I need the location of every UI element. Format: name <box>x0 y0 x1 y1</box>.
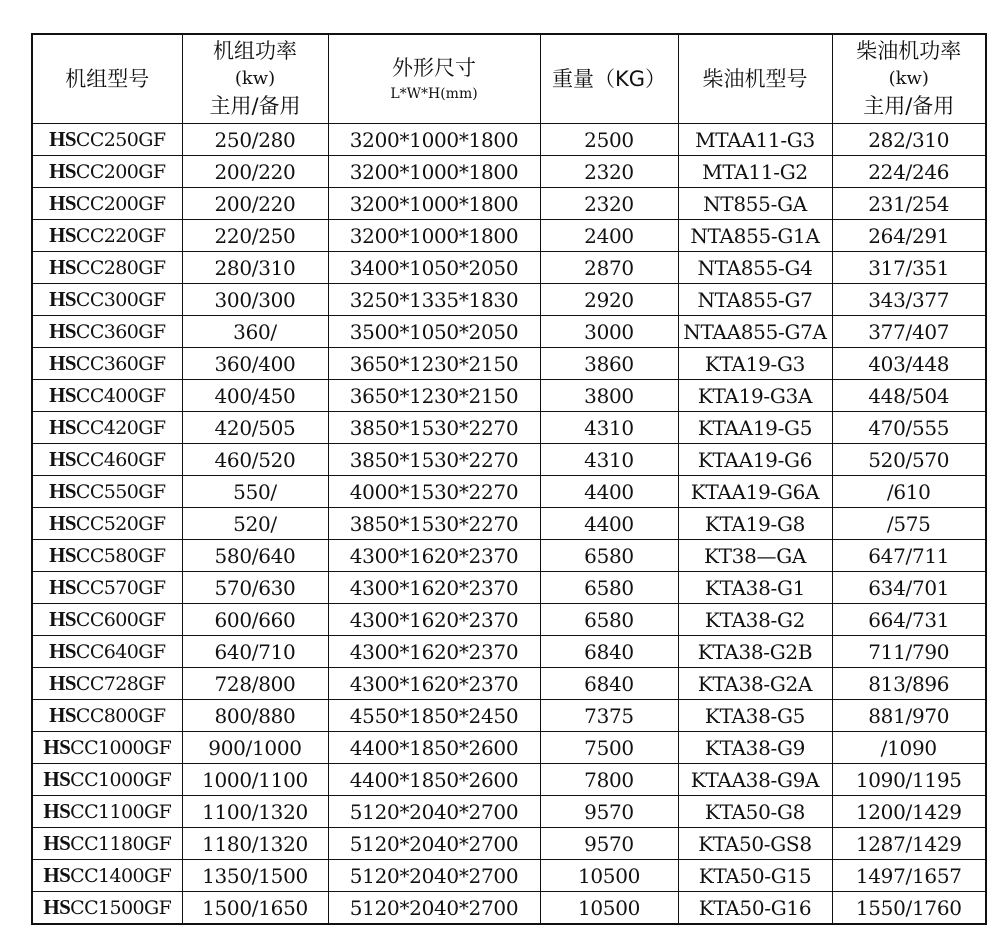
cell-unit-model <box>32 764 182 796</box>
header-unit-model <box>32 34 182 124</box>
model-prefix: HS <box>49 575 76 599</box>
cell-engine-model: KTA38-G2 <box>678 604 832 636</box>
cell-unit-model <box>32 860 182 892</box>
cell-weight: 10500 <box>540 860 678 892</box>
cell-engine-power: 224/246 <box>832 156 986 188</box>
cell-weight: 6840 <box>540 636 678 668</box>
cell-engine-model: NTA855-G1A <box>678 220 832 252</box>
table-body <box>32 124 986 925</box>
cell-weight: 10500 <box>540 892 678 925</box>
cell-unit-model <box>32 732 182 764</box>
model-prefix: HS <box>43 831 71 855</box>
cell-engine-power: 264/291 <box>832 220 986 252</box>
model-code: CC200GF <box>75 161 166 183</box>
model-prefix: HS <box>43 863 71 887</box>
cell-unit-power: 1500/1650 <box>182 892 328 925</box>
cell-unit-power: 1180/1320 <box>182 828 328 860</box>
header-engine-power-unit: (kw) <box>888 68 929 89</box>
model-prefix: HS <box>49 287 76 311</box>
cell-unit-power: 400/450 <box>182 380 328 412</box>
cell-unit-model <box>32 316 182 348</box>
cell-engine-power: 231/254 <box>832 188 986 220</box>
table-row <box>32 412 986 444</box>
cell-unit-model <box>32 540 182 572</box>
cell-engine-model: NTA855-G4 <box>678 252 832 284</box>
cell-unit-power: 200/220 <box>182 156 328 188</box>
cell-engine-model: KTAA19-G6 <box>678 444 832 476</box>
header-row <box>32 34 986 124</box>
table-row <box>32 668 986 700</box>
cell-unit-power: 900/1000 <box>182 732 328 764</box>
cell-dimensions: 3400*1050*2050 <box>328 252 540 284</box>
header-engine-model-label: 柴油机型号 <box>702 66 808 91</box>
cell-engine-power: 1287/1429 <box>832 828 986 860</box>
model-code: CC1100GF <box>70 801 172 823</box>
model-code: CC220GF <box>75 225 166 247</box>
cell-engine-model: KTA50-GS8 <box>678 828 832 860</box>
cell-engine-model: NT855-GA <box>678 188 832 220</box>
cell-engine-model: KTA38-G1 <box>678 572 832 604</box>
model-prefix: HS <box>49 639 76 663</box>
cell-engine-model: KTA50-G8 <box>678 796 832 828</box>
cell-weight: 4400 <box>540 476 678 508</box>
cell-dimensions: 3500*1050*2050 <box>328 316 540 348</box>
cell-engine-model: KTA38-G9 <box>678 732 832 764</box>
model-prefix: HS <box>49 703 76 727</box>
cell-unit-power: 460/520 <box>182 444 328 476</box>
header-unit-power-mode: 主用/备用 <box>209 94 301 118</box>
model-code: CC400GF <box>75 385 166 407</box>
header-weight <box>540 34 678 124</box>
cell-weight: 6840 <box>540 668 678 700</box>
cell-engine-model: KTAA19-G5 <box>678 412 832 444</box>
cell-unit-power: 728/800 <box>182 668 328 700</box>
table-row <box>32 380 986 412</box>
cell-dimensions: 3650*1230*2150 <box>328 380 540 412</box>
table-row <box>32 476 986 508</box>
header-weight-label: 重量（KG） <box>551 66 667 91</box>
cell-engine-model: NTA855-G7 <box>678 284 832 316</box>
cell-engine-power: 1550/1760 <box>832 892 986 925</box>
header-dimensions-label: 外形尺寸 <box>392 55 476 80</box>
cell-unit-power: 570/630 <box>182 572 328 604</box>
model-code: CC580GF <box>75 545 166 567</box>
model-code: CC800GF <box>75 705 166 727</box>
cell-dimensions: 3200*1000*1800 <box>328 188 540 220</box>
cell-unit-model <box>32 380 182 412</box>
cell-dimensions: 3250*1335*1830 <box>328 284 540 316</box>
cell-unit-model <box>32 252 182 284</box>
table-row <box>32 124 986 156</box>
cell-engine-model: MTA11-G2 <box>678 156 832 188</box>
model-prefix: HS <box>49 255 76 279</box>
cell-weight: 2920 <box>540 284 678 316</box>
model-prefix: HS <box>49 511 76 535</box>
table-row <box>32 316 986 348</box>
model-prefix: HS <box>49 127 76 151</box>
cell-engine-power: 377/407 <box>832 316 986 348</box>
table-row <box>32 732 986 764</box>
model-code: CC1400GF <box>70 865 172 887</box>
cell-unit-model <box>32 284 182 316</box>
table-row <box>32 444 986 476</box>
cell-engine-model: KTA19-G3A <box>678 380 832 412</box>
table-row <box>32 252 986 284</box>
model-code: CC300GF <box>75 289 166 311</box>
cell-weight: 9570 <box>540 796 678 828</box>
cell-unit-power: 200/220 <box>182 188 328 220</box>
cell-unit-power: 300/300 <box>182 284 328 316</box>
cell-dimensions: 3850*1530*2270 <box>328 412 540 444</box>
cell-dimensions: 5120*2040*2700 <box>328 892 540 925</box>
table-row <box>32 188 986 220</box>
cell-unit-model <box>32 188 182 220</box>
cell-weight: 2320 <box>540 188 678 220</box>
cell-engine-power: /1090 <box>832 732 986 764</box>
cell-engine-power: 813/896 <box>832 668 986 700</box>
cell-weight: 4310 <box>540 444 678 476</box>
cell-engine-power: 282/310 <box>832 124 986 156</box>
cell-engine-model: KTA19-G8 <box>678 508 832 540</box>
cell-dimensions: 4300*1620*2370 <box>328 668 540 700</box>
model-prefix: HS <box>49 223 76 247</box>
model-code: CC1180GF <box>70 833 172 855</box>
cell-engine-power: 1090/1195 <box>832 764 986 796</box>
cell-dimensions: 4300*1620*2370 <box>328 540 540 572</box>
model-prefix: HS <box>43 799 71 823</box>
cell-dimensions: 3850*1530*2270 <box>328 508 540 540</box>
model-code: CC200GF <box>75 193 166 215</box>
model-code: CC360GF <box>75 353 166 375</box>
cell-unit-model <box>32 156 182 188</box>
model-code: CC1000GF <box>70 769 172 791</box>
model-prefix: HS <box>49 543 76 567</box>
cell-weight: 3800 <box>540 380 678 412</box>
cell-unit-power: 600/660 <box>182 604 328 636</box>
cell-engine-power: 520/570 <box>832 444 986 476</box>
cell-engine-power: 881/970 <box>832 700 986 732</box>
table-row <box>32 860 986 892</box>
cell-engine-power: 1200/1429 <box>832 796 986 828</box>
model-prefix: HS <box>49 319 76 343</box>
cell-unit-power: 360/400 <box>182 348 328 380</box>
cell-dimensions: 3850*1530*2270 <box>328 444 540 476</box>
generator-spec-table <box>31 33 987 925</box>
cell-dimensions: 5120*2040*2700 <box>328 796 540 828</box>
table-row <box>32 828 986 860</box>
cell-unit-model <box>32 444 182 476</box>
cell-engine-power: 711/790 <box>832 636 986 668</box>
model-prefix: HS <box>49 447 76 471</box>
cell-engine-power: 470/555 <box>832 412 986 444</box>
cell-dimensions: 5120*2040*2700 <box>328 828 540 860</box>
table-row <box>32 156 986 188</box>
cell-dimensions: 3200*1000*1800 <box>328 156 540 188</box>
model-code: CC520GF <box>75 513 166 535</box>
cell-dimensions: 4400*1850*2600 <box>328 732 540 764</box>
model-code: CC550GF <box>75 481 166 503</box>
cell-engine-power: 448/504 <box>832 380 986 412</box>
cell-unit-model <box>32 892 182 925</box>
cell-dimensions: 4400*1850*2600 <box>328 764 540 796</box>
model-code: CC250GF <box>75 129 166 151</box>
cell-weight: 7800 <box>540 764 678 796</box>
model-code: CC420GF <box>75 417 166 439</box>
model-prefix: HS <box>49 479 76 503</box>
cell-weight: 2400 <box>540 220 678 252</box>
header-unit-power-unit: (kw) <box>234 68 276 89</box>
model-prefix: HS <box>49 671 76 695</box>
table-row <box>32 540 986 572</box>
cell-engine-model: KTA19-G3 <box>678 348 832 380</box>
header-unit-power <box>182 34 328 124</box>
cell-unit-model <box>32 124 182 156</box>
cell-unit-power: 1350/1500 <box>182 860 328 892</box>
cell-weight: 2320 <box>540 156 678 188</box>
cell-engine-power: 343/377 <box>832 284 986 316</box>
cell-dimensions: 3200*1000*1800 <box>328 220 540 252</box>
cell-engine-power: 634/701 <box>832 572 986 604</box>
cell-engine-model: KTAA38-G9A <box>678 764 832 796</box>
cell-dimensions: 3200*1000*1800 <box>328 124 540 156</box>
cell-engine-model: KTA50-G16 <box>678 892 832 925</box>
header-engine-power-label: 柴油机功率 <box>856 39 962 63</box>
cell-weight: 6580 <box>540 604 678 636</box>
cell-unit-model <box>32 636 182 668</box>
model-prefix: HS <box>49 191 76 215</box>
cell-weight: 7375 <box>540 700 678 732</box>
cell-engine-power: /575 <box>832 508 986 540</box>
cell-unit-model <box>32 572 182 604</box>
cell-unit-model <box>32 604 182 636</box>
cell-unit-model <box>32 700 182 732</box>
cell-unit-model <box>32 828 182 860</box>
cell-unit-power: 800/880 <box>182 700 328 732</box>
cell-unit-model <box>32 412 182 444</box>
model-code: CC280GF <box>75 257 166 279</box>
table-row <box>32 604 986 636</box>
header-dimensions-unit: L*W*H(mm) <box>390 85 478 102</box>
cell-unit-power: 580/640 <box>182 540 328 572</box>
cell-engine-power: /610 <box>832 476 986 508</box>
model-prefix: HS <box>49 607 76 631</box>
header-engine-model <box>678 34 832 124</box>
cell-engine-power: 317/351 <box>832 252 986 284</box>
cell-dimensions: 4000*1530*2270 <box>328 476 540 508</box>
cell-engine-model: KTA38-G2A <box>678 668 832 700</box>
table-row <box>32 572 986 604</box>
cell-dimensions: 3650*1230*2150 <box>328 348 540 380</box>
cell-unit-power: 250/280 <box>182 124 328 156</box>
table-row <box>32 508 986 540</box>
cell-unit-power: 550/ <box>182 476 328 508</box>
cell-engine-model: KTA50-G15 <box>678 860 832 892</box>
model-code: CC600GF <box>75 609 166 631</box>
cell-unit-power: 220/250 <box>182 220 328 252</box>
cell-dimensions: 4550*1850*2450 <box>328 700 540 732</box>
cell-weight: 6580 <box>540 540 678 572</box>
model-code: CC570GF <box>75 577 166 599</box>
header-unit-power-label: 机组功率 <box>213 39 297 63</box>
model-prefix: HS <box>49 159 76 183</box>
table-row <box>32 700 986 732</box>
model-prefix: HS <box>43 735 71 759</box>
cell-unit-power: 360/ <box>182 316 328 348</box>
header-engine-power-mode: 主用/备用 <box>863 94 955 118</box>
cell-weight: 4310 <box>540 412 678 444</box>
model-code: CC460GF <box>75 449 166 471</box>
header-dimensions <box>328 34 540 124</box>
header-engine-power <box>832 34 986 124</box>
cell-unit-model <box>32 796 182 828</box>
model-code: CC728GF <box>75 673 166 695</box>
cell-weight: 3000 <box>540 316 678 348</box>
cell-engine-model: MTAA11-G3 <box>678 124 832 156</box>
model-prefix: HS <box>49 415 76 439</box>
model-prefix: HS <box>49 383 76 407</box>
cell-engine-power: 403/448 <box>832 348 986 380</box>
cell-engine-model: KTA38-G2B <box>678 636 832 668</box>
cell-unit-model <box>32 348 182 380</box>
cell-weight: 2500 <box>540 124 678 156</box>
cell-unit-power: 520/ <box>182 508 328 540</box>
model-prefix: HS <box>49 351 76 375</box>
cell-unit-model <box>32 220 182 252</box>
cell-unit-power: 1100/1320 <box>182 796 328 828</box>
cell-unit-power: 1000/1100 <box>182 764 328 796</box>
cell-unit-model <box>32 476 182 508</box>
table-row <box>32 284 986 316</box>
table-row <box>32 764 986 796</box>
cell-engine-model: KTAA19-G6A <box>678 476 832 508</box>
model-code: CC640GF <box>75 641 166 663</box>
model-code: CC360GF <box>75 321 166 343</box>
cell-weight: 7500 <box>540 732 678 764</box>
cell-engine-model: KTA38-G5 <box>678 700 832 732</box>
cell-unit-model <box>32 508 182 540</box>
table-row <box>32 892 986 925</box>
cell-unit-power: 640/710 <box>182 636 328 668</box>
table-row <box>32 220 986 252</box>
cell-dimensions: 4300*1620*2370 <box>328 636 540 668</box>
model-prefix: HS <box>43 767 71 791</box>
cell-engine-power: 647/711 <box>832 540 986 572</box>
cell-dimensions: 4300*1620*2370 <box>328 604 540 636</box>
cell-engine-model: KT38—GA <box>678 540 832 572</box>
cell-dimensions: 5120*2040*2700 <box>328 860 540 892</box>
cell-engine-power: 664/731 <box>832 604 986 636</box>
cell-engine-power: 1497/1657 <box>832 860 986 892</box>
table-row <box>32 348 986 380</box>
table-row <box>32 796 986 828</box>
cell-engine-model: NTAA855-G7A <box>678 316 832 348</box>
model-prefix: HS <box>43 895 71 919</box>
cell-weight: 4400 <box>540 508 678 540</box>
cell-unit-power: 280/310 <box>182 252 328 284</box>
model-code: CC1000GF <box>70 737 172 759</box>
cell-unit-power: 420/505 <box>182 412 328 444</box>
cell-weight: 9570 <box>540 828 678 860</box>
model-code: CC1500GF <box>70 897 172 919</box>
cell-weight: 6580 <box>540 572 678 604</box>
cell-weight: 3860 <box>540 348 678 380</box>
header-unit-model-label: 机组型号 <box>65 66 150 91</box>
table-row <box>32 636 986 668</box>
cell-dimensions: 4300*1620*2370 <box>328 572 540 604</box>
cell-unit-model <box>32 668 182 700</box>
cell-weight: 2870 <box>540 252 678 284</box>
